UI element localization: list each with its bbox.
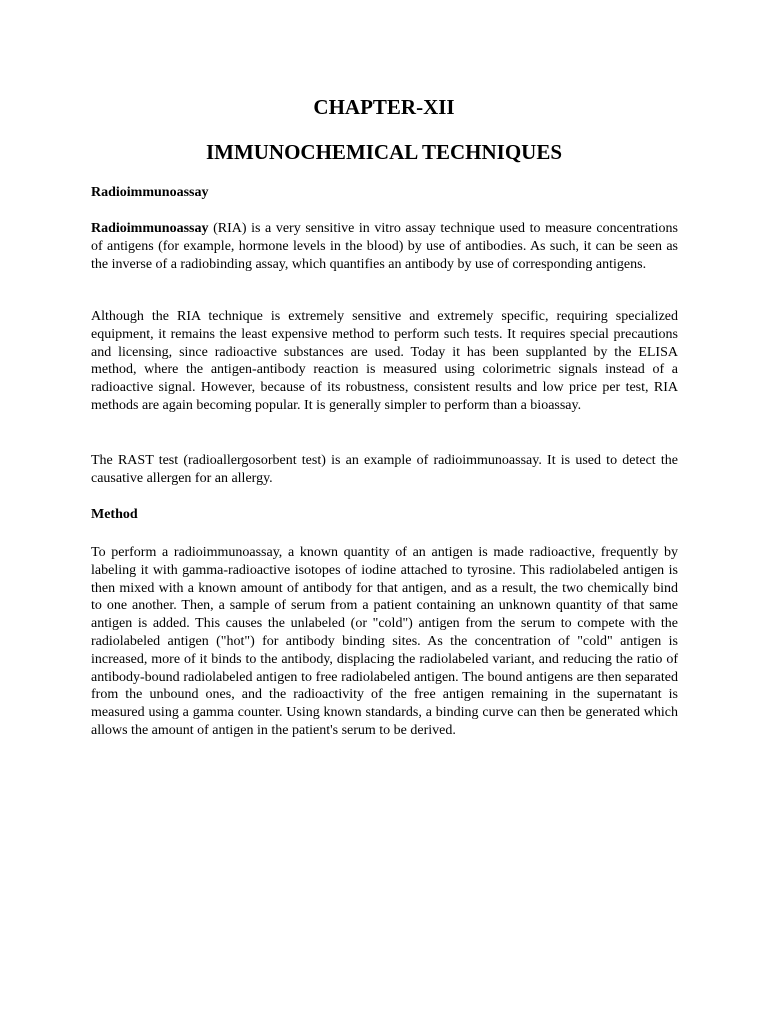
paragraph-rast-test: The RAST test (radioallergosorbent test) is an example of radioimmunoassay. It is used to detect the causative allergen for an allergy. [91, 453, 678, 486]
chapter-label: CHAPTER-XII [313, 95, 455, 119]
section-heading-method: Method [91, 507, 138, 522]
chapter-title: IMMUNOCHEMICAL TECHNIQUES [205, 140, 563, 164]
ria-term: Radioimmunoassay [91, 221, 209, 236]
section-heading-radioimmunoassay: Radioimmunoassay [91, 185, 209, 200]
ria-definition-text: (RIA) is a very sensitive in vitro assay technique used to measure concentrations of antigens (for example, hormone levels in the blood) by use of antibodies. As such, it can be seen as the inverse of a radiobinding assay, which quantifies an antibody by use of corresponding antigens. [91, 221, 678, 272]
paragraph-method: To perform a radioimmunoassay, a known quantity of an antigen is made radioactive, frequently by labeling it with gamma-radioactive isotopes of iodine attached to tyrosine. This radiolabeled antigen is then mixed with a known amount of antibody for that antigen, and as a result, the two chemically bind to one another. Then, a sample of serum from a patient containing an unknown quantity of that same antigen is added. This causes the unlabeled (or "cold") antigen from the serum to compete with the radiolabeled antigen ("hot") for antibody binding sites. As the concentration of "cold" antigen is increased, more of it binds to the antibody, displacing the radiolabeled variant, and reducing the ratio of antibody-bound radiolabeled antigen to free radiolabeled antigen. The bound antigens are then separated from the unbound ones, and the radioactivity of the free antigen remaining in the supernatant is measured using a gamma counter. Using known standards, a binding curve can then be generated which allows the amount of antigen in the patient's serum to be derived. [91, 545, 678, 738]
paragraph-ria-sensitivity: Although the RIA technique is extremely sensitive and extremely specific, requiring specialized equipment, it remains the least expensive method to perform such tests. It requires special precautions and licensing, since radioactive substances are used. Today it has been supplanted by the ELISA method, where the antigen-antibody reaction is measured using colorimetric signals instead of a radioactive signal. However, because of its robustness, consistent results and low price per test, RIA methods are again becoming popular. It is generally simpler to perform than a bioassay. [91, 309, 678, 413]
paragraph-ria-definition [91, 220, 678, 273]
